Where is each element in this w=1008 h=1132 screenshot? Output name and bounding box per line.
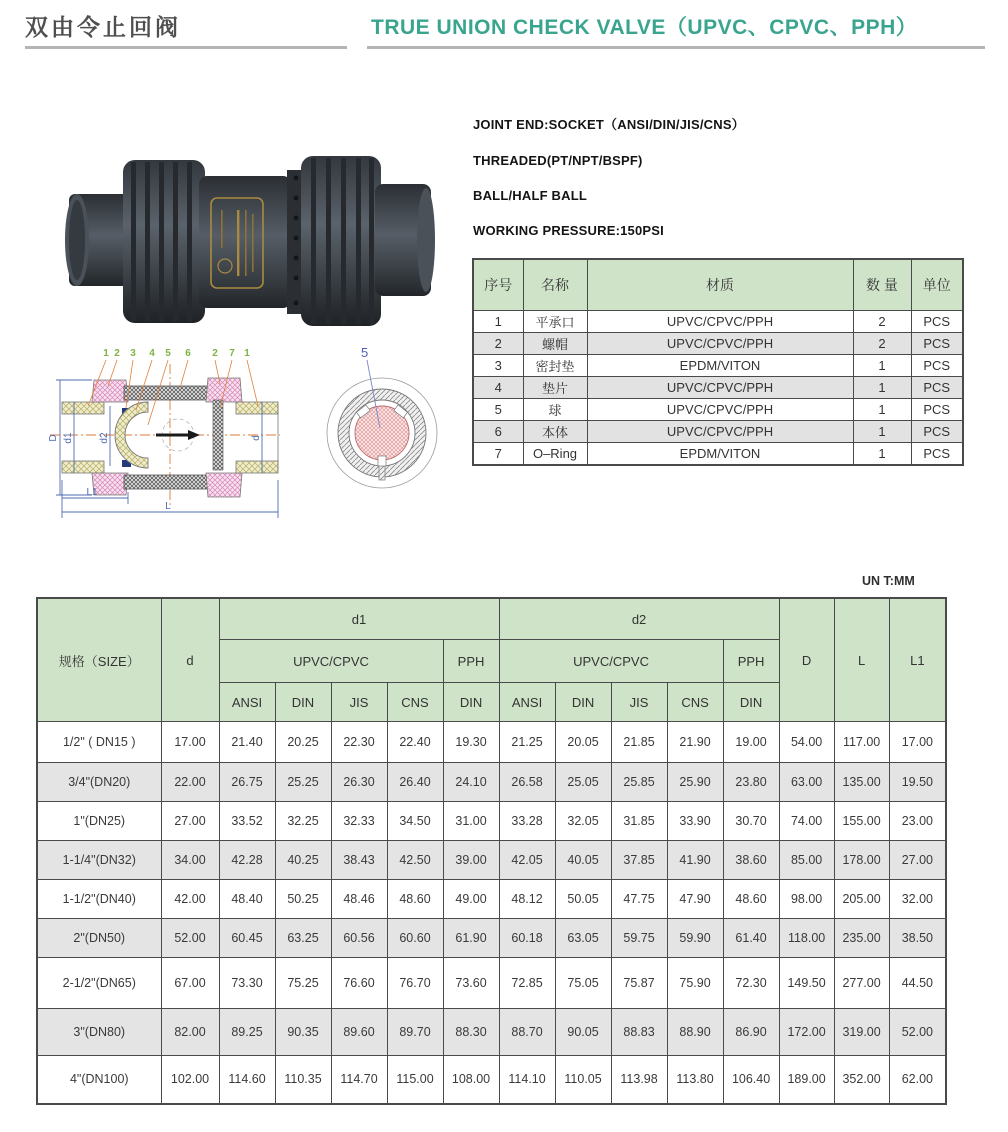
table-cell: 85.00: [779, 841, 834, 880]
table-cell: 60.18: [499, 919, 555, 958]
table-cell: 114.70: [331, 1056, 387, 1104]
table-cell: 88.70: [499, 1009, 555, 1056]
table-cell: 42.05: [499, 841, 555, 880]
table-cell: 34.00: [161, 841, 219, 880]
table-cell: UPVC/CPVC/PPH: [587, 421, 853, 443]
table-cell: 73.30: [219, 958, 275, 1009]
table-cell: 41.90: [667, 841, 723, 880]
table-cell: 螺帽: [523, 333, 587, 355]
table-cell: 48.40: [219, 880, 275, 919]
table-cell: 235.00: [834, 919, 889, 958]
table-row: [37, 1056, 946, 1104]
dim-std-cns-d2: CNS: [667, 683, 723, 722]
table-cell: 114.60: [219, 1056, 275, 1104]
table-cell: 52.00: [161, 919, 219, 958]
dim-group-upvc-cpvc-d2: UPVC/CPVC: [499, 640, 723, 683]
table-cell: 44.50: [889, 958, 946, 1009]
technical-drawing: [30, 340, 450, 530]
dim-std-pphdin-d2: DIN: [723, 683, 779, 722]
table-cell: 48.60: [387, 880, 443, 919]
table-cell: 5: [473, 399, 523, 421]
parts-table-body: [473, 311, 963, 466]
table-cell: PCS: [911, 421, 963, 443]
table-cell: 98.00: [779, 880, 834, 919]
dim-std-jis-d2: JIS: [611, 683, 667, 722]
table-cell: 32.00: [889, 880, 946, 919]
table-cell: 189.00: [779, 1056, 834, 1104]
dim-std-pphdin-d1: DIN: [443, 683, 499, 722]
table-cell: UPVC/CPVC/PPH: [587, 311, 853, 333]
table-cell: 垫片: [523, 377, 587, 399]
table-cell: 40.05: [555, 841, 611, 880]
dim-std-din-d1: DIN: [275, 683, 331, 722]
table-cell: 48.46: [331, 880, 387, 919]
table-cell: 86.90: [723, 1009, 779, 1056]
table-cell: 1: [853, 421, 911, 443]
table-row: [37, 880, 946, 919]
title-underline-right: [367, 46, 985, 49]
table-cell: 34.50: [387, 802, 443, 841]
table-cell: 25.85: [611, 763, 667, 802]
table-cell: 1: [853, 443, 911, 466]
table-cell: 1: [853, 377, 911, 399]
table-cell: 50.25: [275, 880, 331, 919]
table-cell: 33.28: [499, 802, 555, 841]
table-cell: 1-1/4"(DN32): [37, 841, 161, 880]
table-cell: EPDM/VITON: [587, 443, 853, 466]
table-cell: 25.25: [275, 763, 331, 802]
table-cell: 1"(DN25): [37, 802, 161, 841]
table-cell: 42.00: [161, 880, 219, 919]
table-cell: 88.90: [667, 1009, 723, 1056]
table-cell: 26.30: [331, 763, 387, 802]
table-cell: 2"(DN50): [37, 919, 161, 958]
table-cell: 61.90: [443, 919, 499, 958]
callout-2: 2: [114, 348, 120, 359]
table-cell: 90.35: [275, 1009, 331, 1056]
table-cell: 26.75: [219, 763, 275, 802]
table-cell: 32.33: [331, 802, 387, 841]
table-cell: UPVC/CPVC/PPH: [587, 333, 853, 355]
table-cell: 23.00: [889, 802, 946, 841]
table-cell: 113.80: [667, 1056, 723, 1104]
table-cell: 118.00: [779, 919, 834, 958]
dimension-table: [36, 597, 947, 1105]
table-cell: 24.10: [443, 763, 499, 802]
table-cell: 76.70: [387, 958, 443, 1009]
page-title-english: TRUE UNION CHECK VALVE（UPVC、CPVC、PPH）: [371, 16, 918, 39]
table-cell: 90.05: [555, 1009, 611, 1056]
table-cell: UPVC/CPVC/PPH: [587, 399, 853, 421]
table-cell: 6: [473, 421, 523, 443]
table-cell: 21.40: [219, 722, 275, 763]
table-cell: 48.12: [499, 880, 555, 919]
table-cell: 26.40: [387, 763, 443, 802]
table-cell: 155.00: [834, 802, 889, 841]
dim-std-ansi-d1: ANSI: [219, 683, 275, 722]
spec-line-ball: BALL/HALF BALL: [473, 188, 587, 203]
product-photo: [55, 118, 445, 336]
table-cell: 178.00: [834, 841, 889, 880]
table-cell: PCS: [911, 355, 963, 377]
spec-line-threaded: THREADED(PT/NPT/BSPF): [473, 153, 643, 168]
table-cell: 2: [853, 311, 911, 333]
dim-group-pph-d1: PPH: [443, 640, 499, 683]
table-cell: PCS: [911, 333, 963, 355]
table-cell: 21.85: [611, 722, 667, 763]
table-cell: 31.00: [443, 802, 499, 841]
callout-6: 6: [185, 348, 191, 359]
ball-detail-view: [327, 345, 437, 488]
table-cell: 72.85: [499, 958, 555, 1009]
table-cell: 89.70: [387, 1009, 443, 1056]
table-cell: 88.30: [443, 1009, 499, 1056]
parts-table-header-row: [473, 259, 963, 311]
table-cell: 3/4"(DN20): [37, 763, 161, 802]
table-cell: PCS: [911, 377, 963, 399]
callout-1: 1: [103, 348, 109, 359]
table-cell: 1-1/2"(DN40): [37, 880, 161, 919]
spec-list: [473, 114, 745, 258]
dim-std-din-d2: DIN: [555, 683, 611, 722]
table-cell: 32.05: [555, 802, 611, 841]
table-cell: 319.00: [834, 1009, 889, 1056]
table-cell: 75.90: [667, 958, 723, 1009]
table-cell: 75.87: [611, 958, 667, 1009]
table-cell: 75.25: [275, 958, 331, 1009]
ball-detail-callout: 5: [361, 345, 369, 360]
table-cell: 3: [473, 355, 523, 377]
table-row: [37, 802, 946, 841]
callout-5: 5: [165, 348, 171, 359]
table-cell: 23.80: [723, 763, 779, 802]
table-cell: 25.05: [555, 763, 611, 802]
dim-std-ansi-d2: ANSI: [499, 683, 555, 722]
table-cell: 60.45: [219, 919, 275, 958]
table-cell: 59.90: [667, 919, 723, 958]
table-cell: UPVC/CPVC/PPH: [587, 377, 853, 399]
table-cell: 25.90: [667, 763, 723, 802]
table-cell: 63.05: [555, 919, 611, 958]
parts-col-qty: 数 量: [853, 259, 911, 311]
table-cell: 38.60: [723, 841, 779, 880]
table-row: [473, 399, 963, 421]
table-cell: 63.25: [275, 919, 331, 958]
dim-label-d1: d1: [63, 432, 74, 444]
callout-4: 4: [149, 348, 155, 359]
table-cell: 38.43: [331, 841, 387, 880]
table-cell: PCS: [911, 399, 963, 421]
table-cell: 113.98: [611, 1056, 667, 1104]
dim-label-d2: d2: [99, 432, 110, 444]
table-cell: 115.00: [387, 1056, 443, 1104]
table-cell: 33.90: [667, 802, 723, 841]
table-row: [37, 722, 946, 763]
table-cell: 1: [853, 355, 911, 377]
title-underline-left: [25, 46, 347, 49]
table-row: [37, 1009, 946, 1056]
table-cell: 20.25: [275, 722, 331, 763]
dim-label-L: L: [165, 501, 171, 512]
dimension-table-body: [37, 722, 946, 1104]
table-cell: 4"(DN100): [37, 1056, 161, 1104]
parts-col-index: 序号: [473, 259, 523, 311]
table-cell: 平承口: [523, 311, 587, 333]
table-row: [37, 958, 946, 1009]
table-cell: 82.00: [161, 1009, 219, 1056]
parts-col-unit: 单位: [911, 259, 963, 311]
parts-col-material: 材质: [587, 259, 853, 311]
table-cell: 17.00: [889, 722, 946, 763]
callout-1b: 1: [244, 348, 250, 359]
table-cell: 本体: [523, 421, 587, 443]
table-cell: 42.28: [219, 841, 275, 880]
dim-group-d2: d2: [499, 598, 779, 640]
table-cell: 61.40: [723, 919, 779, 958]
table-cell: 2: [473, 333, 523, 355]
dim-label-D: D: [48, 434, 59, 442]
table-cell: 27.00: [889, 841, 946, 880]
table-cell: 3"(DN80): [37, 1009, 161, 1056]
page-title-chinese: 双由令止回阀: [25, 14, 181, 40]
table-cell: 33.52: [219, 802, 275, 841]
table-cell: 48.60: [723, 880, 779, 919]
table-cell: 62.00: [889, 1056, 946, 1104]
table-cell: 21.90: [667, 722, 723, 763]
table-cell: 27.00: [161, 802, 219, 841]
table-cell: 54.00: [779, 722, 834, 763]
table-cell: EPDM/VITON: [587, 355, 853, 377]
unit-note: UN T:MM: [862, 574, 915, 588]
table-cell: 19.50: [889, 763, 946, 802]
table-cell: 2-1/2"(DN65): [37, 958, 161, 1009]
table-cell: 22.00: [161, 763, 219, 802]
table-cell: O–Ring: [523, 443, 587, 466]
table-cell: 球: [523, 399, 587, 421]
table-cell: 52.00: [889, 1009, 946, 1056]
table-cell: 39.00: [443, 841, 499, 880]
table-row: [473, 421, 963, 443]
table-cell: 31.85: [611, 802, 667, 841]
table-cell: 67.00: [161, 958, 219, 1009]
table-cell: 42.50: [387, 841, 443, 880]
dim-group-upvc-cpvc-d1: UPVC/CPVC: [219, 640, 443, 683]
table-cell: 106.40: [723, 1056, 779, 1104]
table-cell: 32.25: [275, 802, 331, 841]
table-cell: PCS: [911, 443, 963, 466]
table-cell: 7: [473, 443, 523, 466]
table-cell: 149.50: [779, 958, 834, 1009]
table-cell: 117.00: [834, 722, 889, 763]
table-cell: 17.00: [161, 722, 219, 763]
table-cell: 19.30: [443, 722, 499, 763]
table-row: [473, 443, 963, 466]
callout-7: 7: [229, 348, 235, 359]
table-cell: 22.40: [387, 722, 443, 763]
dim-col-size: 规格（SIZE）: [37, 598, 161, 722]
dim-col-L: L: [834, 598, 889, 722]
table-row: [37, 763, 946, 802]
dim-col-d: d: [161, 598, 219, 722]
table-row: [473, 311, 963, 333]
table-cell: 47.90: [667, 880, 723, 919]
dim-label-L1: L1: [86, 487, 98, 498]
table-cell: 47.75: [611, 880, 667, 919]
table-cell: 2: [853, 333, 911, 355]
spec-line-joint-end: JOINT END:SOCKET（ANSI/DIN/JIS/CNS）: [473, 117, 745, 132]
table-row: [37, 841, 946, 880]
table-cell: 205.00: [834, 880, 889, 919]
table-cell: 20.05: [555, 722, 611, 763]
dim-std-cns-d1: CNS: [387, 683, 443, 722]
table-cell: 102.00: [161, 1056, 219, 1104]
table-cell: 75.05: [555, 958, 611, 1009]
table-row: [473, 377, 963, 399]
table-cell: 110.05: [555, 1056, 611, 1104]
dim-label-d: d: [251, 435, 262, 441]
callout-3: 3: [130, 348, 136, 359]
table-cell: 4: [473, 377, 523, 399]
table-cell: 63.00: [779, 763, 834, 802]
table-cell: 21.25: [499, 722, 555, 763]
table-cell: 76.60: [331, 958, 387, 1009]
dim-group-d1: d1: [219, 598, 499, 640]
table-cell: 73.60: [443, 958, 499, 1009]
table-cell: 108.00: [443, 1056, 499, 1104]
table-cell: 26.58: [499, 763, 555, 802]
table-cell: 40.25: [275, 841, 331, 880]
dim-std-jis-d1: JIS: [331, 683, 387, 722]
table-cell: PCS: [911, 311, 963, 333]
dim-col-L1: L1: [889, 598, 946, 722]
table-cell: 1/2" ( DN15 ): [37, 722, 161, 763]
table-cell: 74.00: [779, 802, 834, 841]
parts-table: [472, 258, 964, 466]
table-cell: 89.60: [331, 1009, 387, 1056]
dim-group-pph-d2: PPH: [723, 640, 779, 683]
table-cell: 30.70: [723, 802, 779, 841]
dim-col-D: D: [779, 598, 834, 722]
table-cell: 89.25: [219, 1009, 275, 1056]
table-cell: 88.83: [611, 1009, 667, 1056]
callout-2b: 2: [212, 348, 218, 359]
parts-col-name: 名称: [523, 259, 587, 311]
dim-header-row-1: [37, 598, 946, 640]
table-cell: 110.35: [275, 1056, 331, 1104]
table-row: [37, 919, 946, 958]
table-cell: 60.56: [331, 919, 387, 958]
table-cell: 59.75: [611, 919, 667, 958]
table-cell: 135.00: [834, 763, 889, 802]
table-cell: 49.00: [443, 880, 499, 919]
table-cell: 277.00: [834, 958, 889, 1009]
table-cell: 1: [473, 311, 523, 333]
table-cell: 50.05: [555, 880, 611, 919]
table-row: [473, 355, 963, 377]
table-cell: 352.00: [834, 1056, 889, 1104]
table-cell: 114.10: [499, 1056, 555, 1104]
table-cell: 19.00: [723, 722, 779, 763]
table-cell: 1: [853, 399, 911, 421]
table-cell: 60.60: [387, 919, 443, 958]
table-cell: 37.85: [611, 841, 667, 880]
table-row: [473, 333, 963, 355]
table-cell: 密封垫: [523, 355, 587, 377]
table-cell: 38.50: [889, 919, 946, 958]
spec-line-pressure: WORKING PRESSURE:150PSI: [473, 223, 664, 238]
table-cell: 72.30: [723, 958, 779, 1009]
table-cell: 172.00: [779, 1009, 834, 1056]
table-cell: 22.30: [331, 722, 387, 763]
